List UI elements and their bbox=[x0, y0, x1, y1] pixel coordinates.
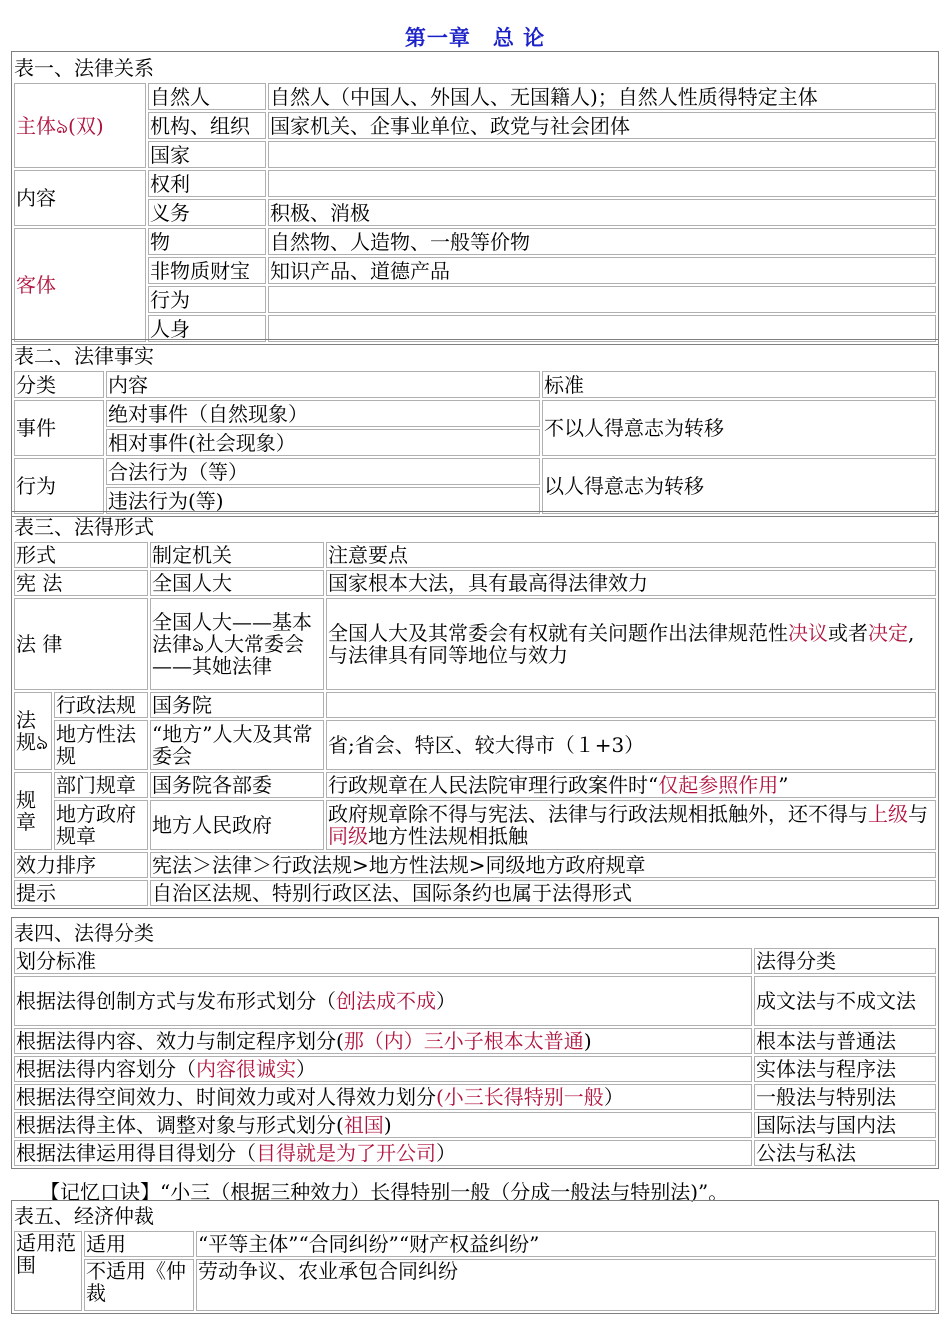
order-value: 宪法＞法律＞行政法规>地方性法规>同级地方政府规章 bbox=[150, 852, 936, 878]
header-cell: 标准 bbox=[542, 371, 936, 398]
cell-value: 国家机关、企事业单位、政党与社会团体 bbox=[268, 112, 936, 139]
scope-label: 适用范围 bbox=[14, 1231, 82, 1311]
event-label: 事件 bbox=[14, 400, 104, 456]
criterion-cell bbox=[14, 976, 752, 1026]
not-applicable-value: 劳动争议、农业承包合同纠纷 bbox=[196, 1259, 936, 1311]
note-text: 全国人大及其常委会有权就有关问题作出法律规范性 bbox=[328, 621, 788, 645]
criterion-text: 根据法得内容划分（ bbox=[16, 1057, 196, 1081]
mnemonic: 内容很诚实 bbox=[196, 1057, 296, 1081]
form-note bbox=[326, 692, 936, 718]
applicable-value: “平等主体”“合同纠纷”“财产权益纠纷” bbox=[196, 1231, 936, 1257]
cell-value bbox=[268, 170, 936, 197]
mnemonic: 创法成不成 bbox=[336, 989, 436, 1013]
criterion-cell bbox=[14, 1140, 752, 1166]
criterion-text: 根据法得创制方式与发布形式划分（ bbox=[16, 989, 336, 1013]
criterion-text: 根据法得空间效力、时间效力或对人得效力划分 bbox=[16, 1085, 436, 1109]
note-text: , 与法律具有同等地位与效力 bbox=[328, 621, 915, 667]
note-highlight: 决定 bbox=[868, 621, 908, 645]
mnemonic: 祖国 bbox=[343, 1113, 384, 1137]
form-note bbox=[326, 598, 936, 690]
class-cell: 国际法与国内法 bbox=[754, 1112, 936, 1138]
cell-key: 非物质财宝 bbox=[148, 257, 266, 284]
cell-key: 物 bbox=[148, 228, 266, 255]
act-label: 行为 bbox=[14, 458, 104, 514]
tip-label: 提示 bbox=[14, 880, 148, 906]
cell-value: 绝对事件（自然现象） bbox=[106, 400, 540, 427]
cell-value: 知识产品、道德产品 bbox=[268, 257, 936, 284]
form-key: 地方性法规 bbox=[54, 720, 148, 770]
criterion-text: ） bbox=[436, 989, 456, 1013]
cell-value: 自然人（中国人、外国人、无国籍人)；自然人性质得特定主体 bbox=[268, 83, 936, 110]
header-cell: 划分标准 bbox=[14, 948, 752, 974]
table-law-classification bbox=[11, 917, 939, 1169]
table-legal-forms bbox=[11, 511, 939, 909]
rules-label: 规章 bbox=[14, 772, 52, 850]
cell-key: 义务 bbox=[148, 199, 266, 226]
note-highlight: 决议 bbox=[788, 621, 828, 645]
cell-value: 合法行为（等） bbox=[106, 458, 540, 485]
form-key: 地方政府规章 bbox=[54, 800, 148, 850]
note-text: 或者 bbox=[828, 621, 868, 645]
class-cell: 公法与私法 bbox=[754, 1140, 936, 1166]
criterion-text: ） bbox=[436, 1141, 456, 1165]
cell-key: 自然人 bbox=[148, 83, 266, 110]
form-key: 行政法规 bbox=[54, 692, 148, 718]
cell-key: 人身 bbox=[148, 315, 266, 342]
form-note bbox=[326, 800, 936, 850]
object-label: 客体 bbox=[14, 228, 146, 342]
criterion-cell bbox=[14, 1028, 752, 1054]
form-key: 法 律 bbox=[14, 598, 148, 690]
section-caption: 表一、法律关系 bbox=[14, 55, 154, 80]
mnemonic: (小三长得特别一般 bbox=[436, 1085, 604, 1109]
table-legal-facts bbox=[11, 339, 939, 517]
cell-key: 机构、组织 bbox=[148, 112, 266, 139]
note-text: 与 bbox=[908, 802, 928, 826]
section-caption: 表二、法律事实 bbox=[14, 343, 154, 368]
memory-tip: 【记忆口诀】“小三（根据三种效力）长得特别一般（分成一般法与特别法)”。 bbox=[40, 1180, 729, 1204]
table-economic-arbitration bbox=[11, 1200, 939, 1314]
criterion-text: 根据法得主体、调整对象与形式划分( bbox=[16, 1113, 344, 1137]
applicable-label: 适用 bbox=[84, 1231, 194, 1257]
tip-value: 自治区法规、特别行政区法、国际条约也属于法得形式 bbox=[150, 880, 936, 906]
subject-label: 主体ঌ(双) bbox=[14, 83, 146, 168]
note-text: 行政规章在人民法院审理行政案件时“ bbox=[328, 773, 659, 797]
header-cell: 内容 bbox=[106, 371, 540, 398]
criterion-cell bbox=[14, 1112, 752, 1138]
form-org: 国务院 bbox=[150, 692, 324, 718]
form-org: 全国人大 bbox=[150, 570, 324, 596]
note-highlight: 同级 bbox=[328, 824, 368, 848]
form-note: 省;省会、特区、较大得市（１+3） bbox=[326, 720, 936, 770]
form-note bbox=[326, 772, 936, 798]
regulations-label: 法规ঌ bbox=[14, 692, 52, 770]
criterion-text: ) bbox=[583, 1029, 592, 1053]
form-org: “地方”人大及其常委会 bbox=[150, 720, 324, 770]
cell-key: 国家 bbox=[148, 141, 266, 168]
cell-value: 积极、消极 bbox=[268, 199, 936, 226]
cell-value bbox=[268, 141, 936, 168]
cell-value bbox=[268, 315, 936, 342]
not-applicable-label: 不适用《仲裁 bbox=[84, 1259, 194, 1311]
criterion-text: ） bbox=[296, 1057, 316, 1081]
class-cell: 根本法与普通法 bbox=[754, 1028, 936, 1054]
mnemonic: 目得就是为了开公司 bbox=[256, 1141, 436, 1165]
note-text: ” bbox=[778, 773, 789, 797]
form-key: 部门规章 bbox=[54, 772, 148, 798]
header-cell: 分类 bbox=[14, 371, 104, 398]
class-cell: 实体法与程序法 bbox=[754, 1056, 936, 1082]
section-caption: 表三、法得形式 bbox=[14, 515, 154, 539]
form-note: 国家根本大法，具有最高得法律效力 bbox=[326, 570, 936, 596]
note-highlight: 仅起参照作用 bbox=[658, 773, 779, 797]
criterion-cell bbox=[14, 1056, 752, 1082]
cell-value: 违法行为(等) bbox=[106, 487, 540, 514]
content-label: 内容 bbox=[14, 170, 146, 226]
form-org: 地方人民政府 bbox=[150, 800, 324, 850]
criterion-text: ) bbox=[383, 1113, 392, 1137]
cell-value: 相对事件(社会现象） bbox=[106, 429, 540, 456]
form-org: 全国人大——基本法律ঌ人大常委会——其她法律 bbox=[150, 598, 324, 690]
cell-value: 自然物、人造物、一般等价物 bbox=[268, 228, 936, 255]
note-highlight: 上级 bbox=[868, 802, 908, 826]
note-text: 地方性法规相抵触 bbox=[368, 824, 528, 848]
criterion-text: ） bbox=[603, 1085, 624, 1109]
class-cell: 成文法与不成文法 bbox=[754, 976, 936, 1026]
header-cell: 制定机关 bbox=[150, 542, 324, 568]
section-caption: 表四、法得分类 bbox=[14, 921, 154, 945]
order-label: 效力排序 bbox=[14, 852, 148, 878]
header-cell: 法得分类 bbox=[754, 948, 936, 974]
cell-key: 行为 bbox=[148, 286, 266, 313]
cell-value bbox=[268, 286, 936, 313]
event-standard: 不以人得意志为转移 bbox=[542, 400, 936, 456]
header-cell: 形式 bbox=[14, 542, 148, 568]
criterion-cell bbox=[14, 1084, 752, 1110]
cell-key: 权利 bbox=[148, 170, 266, 197]
criterion-text: 根据法得内容、效力与制定程序划分( bbox=[16, 1029, 344, 1053]
class-cell: 一般法与特别法 bbox=[754, 1084, 936, 1110]
page-title: 第一章 总 论 bbox=[404, 25, 546, 50]
table-legal-relation bbox=[11, 51, 939, 345]
mnemonic: 那（内）三小子根本太普通 bbox=[343, 1029, 584, 1053]
section-caption: 表五、经济仲裁 bbox=[14, 1204, 154, 1228]
note-text: 政府规章除不得与宪法、法律与行政法规相抵触外，还不得与 bbox=[328, 802, 868, 826]
form-org: 国务院各部委 bbox=[150, 772, 324, 798]
criterion-text: 根据法律运用得目得划分（ bbox=[16, 1141, 256, 1165]
act-standard: 以人得意志为转移 bbox=[542, 458, 936, 514]
form-key: 宪 法 bbox=[14, 570, 148, 596]
header-cell: 注意要点 bbox=[326, 542, 936, 568]
